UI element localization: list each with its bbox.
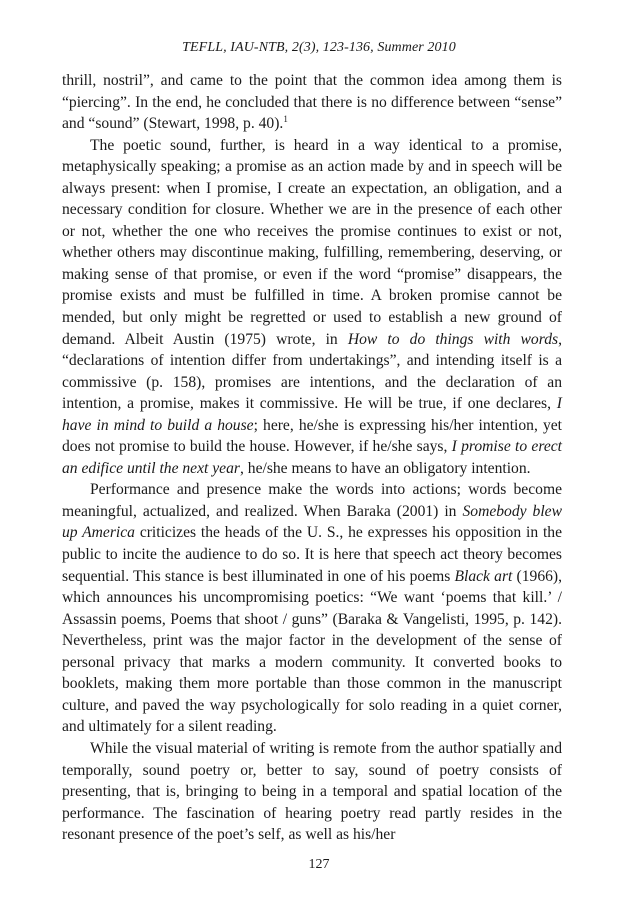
paragraph-1-text: thrill, nostril”, and came to the point that the common idea among them is “piercing”. In the end, he concluded that there is no difference between “sense” and “sound” (Stewart, 1998, p. 40).	[62, 72, 562, 133]
footnote-ref: 1	[283, 113, 288, 124]
paragraph-4	[62, 738, 562, 846]
paragraph-1	[62, 70, 562, 135]
running-head: TEFLL, IAU-NTB, 2(3), 123-136, Summer 2010	[182, 40, 456, 55]
paragraph-3-text-c: criticizes the heads of the U. S., he expresses his opposition in the public to incite the audience to do so. It is here that speech act theory becomes sequential. This stance is best illuminated in one of his poems	[62, 524, 562, 585]
paragraph-2	[62, 135, 562, 480]
paragraph-3-text-e: (1966), which announces his uncompromising poetics: “We want ‘poems that kill.’ / Assassin poems, Poems that shoot / guns” (Baraka & Vangelisti, 1995, p. 142). Nevertheless, print was the major factor in the development of the sense of personal privacy that marks a modern community. It converted books to booklets, making them more portable than those common in the manuscript culture, and paved the way psychologically for solo reading in a quiet corner, and ultimately for a silent reading.	[62, 567, 563, 736]
body-text	[62, 70, 562, 846]
paragraph-4-text: While the visual material of writing is remote from the author spatially and temporally, sound poetry or, better to say, sound of poetry consists of presenting, that is, bringing to being in a temporal and spatial location of the performance. The fascination of hearing poetry read partly resides in the resonant presence of the poet’s self, as well as his/her	[62, 739, 562, 844]
paragraph-2-text-e: ; here, he/she is expressing his/her intention, yet does not promise to build the house. However, if he/she says,	[62, 416, 562, 456]
paragraph-2-text-g: , he/she means to have an obligatory intention.	[239, 459, 531, 477]
book-title-how-to-do-things: How to do things with words	[347, 330, 559, 348]
paragraph-3	[62, 479, 562, 738]
quote-erect-an-edifice: I promise to erect an edifice until the next year	[62, 438, 562, 477]
title-somebody-blew-up-america: Somebody blew up America	[62, 502, 562, 542]
quote-build-a-house: I have in mind to build a house	[62, 395, 562, 434]
paragraph-2-text-c: , “declarations of intention differ from undertakings”, and intending itself is a commissive (p. 158), promises are intentions, and the declaration of an intention, a promise, makes it commissive. He will be true, if one declares,	[62, 330, 562, 413]
title-black-art: Black art	[454, 567, 513, 585]
paragraph-3-text-a: Performance and presence make the words into actions; words become meaningful, actualized, and realized. When Baraka (2001) in	[62, 481, 562, 520]
paragraph-2-text-a: The poetic sound, further, is heard in a way identical to a promise, metaphysically speaking; a promise as an action made by and in speech will be always present: when I promise, I create an expectation, an obligation, and a necessary condition for closure. Whether we are in the presence of each other or not, whether the one who receives the promise continues to exist or not, whether others may discontinue making, fulfilling, remembering, deserving, or making sense of that promise, or even if the word “promise” disappears, the promise exists and must be fulfilled in time. A broken promise cannot be mended, but only might be regretted or used to establish a new ground of demand. Albeit Austin (1975) wrote, in	[62, 136, 562, 348]
page-number: 127	[308, 857, 330, 872]
